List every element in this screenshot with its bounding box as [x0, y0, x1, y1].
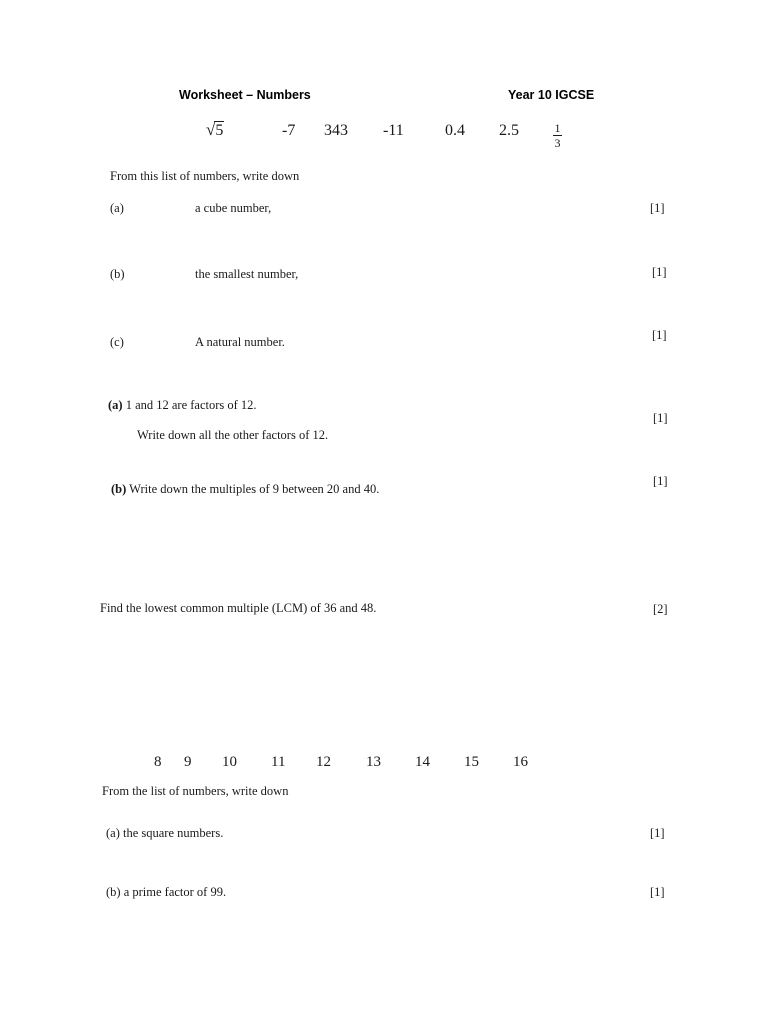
list2-number: 14: [415, 754, 430, 770]
sqrt-number: [206, 120, 224, 140]
q1-intro: From this list of numbers, write down: [110, 169, 300, 183]
sqrt-radicand: 5: [215, 122, 224, 139]
q1c-text: A natural number.: [195, 335, 285, 349]
q4b-text: (b) a prime factor of 99.: [106, 885, 227, 899]
q4b-mark: [1]: [650, 885, 665, 899]
q3-text: Find the lowest common multiple (LCM) of 36 and 48.: [100, 601, 377, 615]
worksheet-title: Worksheet – Numbers: [179, 88, 311, 102]
q1a-mark: [1]: [650, 201, 665, 215]
q1b-label: (b): [110, 267, 125, 281]
list1-number: -11: [383, 122, 404, 139]
q2a-stem: [108, 398, 257, 413]
q2a-instruction: Write down all the other factors of 12.: [137, 428, 329, 442]
q3-mark: [2]: [653, 602, 668, 616]
q1b-mark: [1]: [652, 265, 667, 279]
q1c-label: (c): [110, 335, 124, 349]
q1c-mark: [1]: [652, 328, 667, 342]
list2-number: 8: [154, 754, 162, 770]
list2-number: 12: [316, 754, 331, 770]
list2-number: 15: [464, 754, 479, 770]
q2b-label: (b): [111, 482, 127, 496]
q2b-mark: [1]: [653, 474, 668, 488]
fraction-denominator: 3: [554, 136, 561, 150]
list1-number: 0.4: [445, 122, 465, 139]
q2b-stem: [111, 482, 379, 497]
fraction: [553, 119, 562, 149]
list2-number: 10: [222, 754, 237, 770]
fraction-numerator: 1: [554, 121, 561, 135]
q1a-text: a cube number,: [195, 201, 272, 215]
q4a-mark: [1]: [650, 826, 665, 840]
list2-number: 16: [513, 754, 528, 770]
q1b-text: the smallest number,: [195, 267, 299, 281]
list1-number: -7: [282, 122, 296, 139]
q2a-label: (a): [108, 398, 123, 412]
list2-number: 9: [184, 754, 192, 770]
year-level: Year 10 IGCSE: [508, 88, 595, 102]
q2a-text: 1 and 12 are factors of 12.: [122, 398, 257, 412]
q2a-mark: [1]: [653, 411, 668, 425]
q1a-label: (a): [110, 201, 124, 215]
q4a-text: (a) the square numbers.: [106, 826, 224, 840]
list2-number: 11: [271, 754, 286, 770]
sqrt-symbol: √: [206, 120, 216, 139]
list1-number: 343: [324, 122, 348, 139]
list2-number: 13: [366, 754, 381, 770]
q4-intro: From the list of numbers, write down: [102, 784, 289, 798]
list1-number: 2.5: [499, 122, 519, 139]
q2b-text: Write down the multiples of 9 between 20 and 40.: [126, 482, 380, 496]
